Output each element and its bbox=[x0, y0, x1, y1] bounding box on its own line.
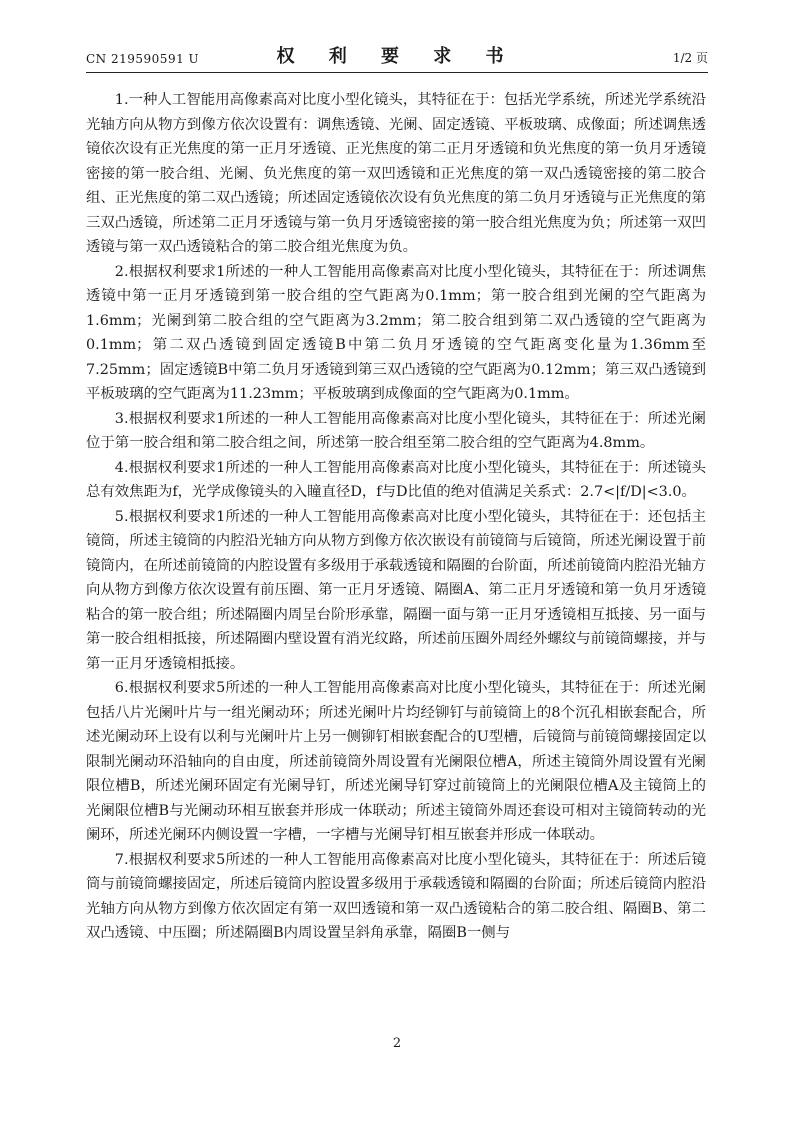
claim-paragraph-5: 5.根据权利要求1所述的一种人工智能用高像素高对比度小型化镜头，其特征在于：还包括主镜筒，所述主镜筒的内腔沿光轴方向从物方到像方依次嵌设有前镜筒与后镜筒，所述光阑设置于前镜筒内，在所述前镜筒的内腔设置有多级用于承载透镜和隔圈的台阶面，所述前镜筒内腔沿光轴方向从物方到像方依次设置有前压圈、第一正月牙透镜、隔圈A、第二正月牙透镜和第一负月牙透镜粘合的第一胶合组；所述隔圈内周呈台阶形承靠，隔圈一面与第一正月牙透镜相互抵接、另一面与第一胶合组相抵接，所述隔圈内壁设置有消光纹路，所述前压圈外周经外螺纹与前镜筒螺接，并与第一正月牙透镜相抵接。 bbox=[86, 508, 706, 672]
claim-paragraph-4: 4.根据权利要求1所述的一种人工智能用高像素高对比度小型化镜头，其特征在于：所述镜头总有效焦距为f，光学成像镜头的入瞳直径D，f与D比值的绝对值满足关系式：2.7<|f/D|<3.0。 bbox=[86, 459, 706, 500]
claim-paragraph-1: 1.一种人工智能用高像素高对比度小型化镜头，其特征在于：包括光学系统，所述光学系统沿光轴方向从物方到像方依次设置有：调焦透镜、光阑、固定透镜、平板玻璃、成像面；所述调焦透镜依次设有正光焦度的第一正月牙透镜、正光焦度的第二正月牙透镜和负光焦度的第一负月牙透镜密接的第一胶合组、光阑、负光焦度的第一双凹透镜和正光焦度的第一双凸透镜密接的第二胶合组、正光焦度的第二双凸透镜；所述固定透镜依次设有负光焦度的第二负月牙透镜与正光焦度的第三双凸透镜，所述第二正月牙透镜与第一负月牙透镜密接的第一胶合组光焦度为负；所述第一双凹透镜与第一双凸透镜粘合的第二胶合组光焦度为负。 bbox=[86, 92, 706, 255]
page-title: 权 利 要 求 书 bbox=[276, 46, 518, 67]
claims-content bbox=[86, 88, 706, 946]
page-number: 2 bbox=[392, 1036, 402, 1051]
claim-paragraph-7: 7.根据权利要求5所述的一种人工智能用高像素高对比度小型化镜头，其特征在于：所述后镜筒与前镜筒螺接固定，所述后镜筒内腔设置多级用于承载透镜和隔圈的台阶面；所述后镜筒内腔沿光轴方向从物方到像方依次固定有第一双凹透镜和第一双凸透镜粘合的第二胶合组、隔圈B、第二双凸透镜、中压圈；所述隔圈B内周设置呈斜角承靠，隔圈B一侧与 bbox=[86, 851, 706, 941]
claim-paragraph-6: 6.根据权利要求5所述的一种人工智能用高像素高对比度小型化镜头，其特征在于：所述光阑包括八片光阑叶片与一组光阑动环；所述光阑叶片均经铆钉与前镜筒上的8个沉孔相嵌套配合，所述光阑动环上设有以利与光阑叶片上另一侧铆钉相嵌套配合的U型槽，后镜筒与前镜筒螺接固定以限制光阑动环沿轴向的自由度，所述前镜筒外周设置有光阑限位槽A，所述主镜筒外周设置有光阑限位槽B，所述光阑环固定有光阑导钉，所述光阑导钉穿过前镜筒上的光阑限位槽A及主镜筒上的光阑限位槽B与光阑动环相互嵌套并形成一体联动；所述主镜筒外周还套设可相对主镜筒转动的光阑环，所述光阑环内侧设置一字槽，一字槽与光阑导钉相互嵌套并形成一体联动。 bbox=[86, 680, 706, 843]
page-info: 1/2 页 bbox=[672, 51, 708, 65]
document-number: CN 219590591 U bbox=[86, 52, 200, 66]
claim-paragraph-2: 2.根据权利要求1所述的一种人工智能用高像素高对比度小型化镜头，其特征在于：所述调焦透镜中第一正月牙透镜到第一胶合组的空气距离为0.1mm；第一胶合组到光阑的空气距离为1.6mm；光阑到第二胶合组的空气距离为3.2mm；第二胶合组到第二双凸透镜的空气距离为0.1mm；第二双凸透镜到固定透镜B中第二负月牙透镜的空气距离变化量为1.36mm至7.25mm；固定透镜B中第二负月牙透镜到第三双凸透镜的空气距离为0.12mm；第三双凸透镜到平板玻璃的空气距离为11.23mm；平板玻璃到成像面的空气距离为0.1mm。 bbox=[86, 263, 706, 402]
page-header bbox=[86, 44, 708, 73]
claim-paragraph-3: 3.根据权利要求1所述的一种人工智能用高像素高对比度小型化镜头，其特征在于：所述光阑位于第一胶合组和第二胶合组之间，所述第一胶合组至第二胶合组的空气距离为4.8mm。 bbox=[86, 410, 706, 451]
